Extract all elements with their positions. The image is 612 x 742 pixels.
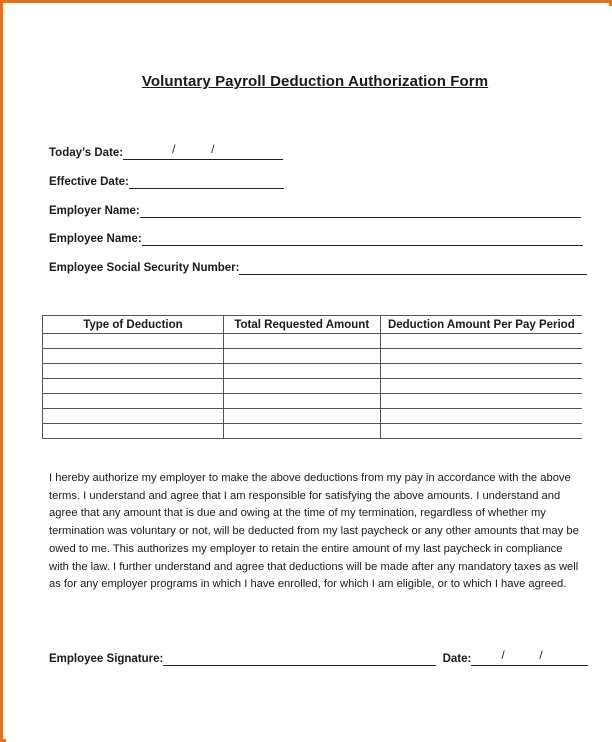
cell-deduction-per-pay-period[interactable] bbox=[380, 349, 582, 364]
employee-signature-line[interactable] bbox=[163, 654, 436, 666]
employee-name-field[interactable] bbox=[49, 232, 583, 246]
table-header-row bbox=[43, 316, 583, 334]
cell-total-requested-amount[interactable] bbox=[223, 409, 380, 424]
table-row bbox=[43, 334, 583, 349]
signature-date-label: Date: bbox=[442, 653, 472, 665]
cell-type-of-deduction[interactable] bbox=[43, 364, 224, 379]
cell-deduction-per-pay-period[interactable] bbox=[380, 424, 582, 439]
employee-name-line[interactable] bbox=[142, 234, 583, 246]
employee-ssn-line[interactable] bbox=[239, 263, 587, 275]
table-row bbox=[43, 349, 583, 364]
header-deduction-amount-per-pay-period: Deduction Amount Per Pay Period bbox=[380, 316, 582, 334]
cell-type-of-deduction[interactable] bbox=[43, 349, 224, 364]
cell-total-requested-amount[interactable] bbox=[223, 364, 380, 379]
cell-deduction-per-pay-period[interactable] bbox=[380, 394, 582, 409]
effective-date-label: Effective Date: bbox=[49, 176, 129, 188]
date-slash-2: / bbox=[211, 142, 215, 156]
table-row bbox=[43, 394, 583, 409]
employee-name-label: Employee Name: bbox=[49, 233, 142, 245]
cell-deduction-per-pay-period[interactable] bbox=[380, 409, 582, 424]
effective-date-field[interactable] bbox=[49, 175, 284, 189]
signature-date-line[interactable] bbox=[471, 648, 588, 666]
cell-deduction-per-pay-period[interactable] bbox=[380, 379, 582, 394]
cell-type-of-deduction[interactable] bbox=[43, 379, 224, 394]
todays-date-label: Today’s Date: bbox=[49, 147, 124, 159]
employer-name-label: Employer Name: bbox=[49, 205, 140, 217]
employee-ssn-label: Employee Social Security Number: bbox=[49, 262, 240, 274]
effective-date-line[interactable] bbox=[129, 177, 284, 189]
header-type-of-deduction: Type of Deduction bbox=[43, 316, 224, 334]
cell-total-requested-amount[interactable] bbox=[223, 424, 380, 439]
header-total-requested-amount: Total Requested Amount bbox=[223, 316, 380, 334]
deductions-table bbox=[42, 315, 582, 439]
form-title: Voluntary Payroll Deduction Authorization Form bbox=[141, 73, 489, 90]
cell-type-of-deduction[interactable] bbox=[43, 424, 224, 439]
employer-name-line[interactable] bbox=[140, 206, 581, 218]
cell-type-of-deduction[interactable] bbox=[43, 334, 224, 349]
cell-deduction-per-pay-period[interactable] bbox=[380, 334, 582, 349]
signature-row bbox=[49, 648, 588, 666]
cell-type-of-deduction[interactable] bbox=[43, 394, 224, 409]
date-slash-3: / bbox=[501, 648, 505, 662]
cell-type-of-deduction[interactable] bbox=[43, 409, 224, 424]
cell-total-requested-amount[interactable] bbox=[223, 379, 380, 394]
employee-ssn-field[interactable] bbox=[49, 261, 587, 275]
table-row bbox=[43, 379, 583, 394]
date-slash-4: / bbox=[539, 648, 543, 662]
cell-total-requested-amount[interactable] bbox=[223, 349, 380, 364]
authorization-text: I hereby authorize my employer to make the above deductions from my pay in accordance with the above terms. I understand and agree that I am responsible for satisfying the above amounts. I understand and agree that any amount that is due and owing at the time of my termination, regardless of whether my termination was voluntary or not, will be deducted from my last paycheck or any other amounts that may be owed to me. This authorizes my employer to retain the entire amount of my last paycheck in compliance with the law. I further understand and agree that deductions will be made after any mandatory taxes as well as for any employer programs in which I have enrolled, for which I am eligible, or to which I have agreed. bbox=[49, 472, 579, 591]
table-row bbox=[43, 364, 583, 379]
todays-date-field[interactable] bbox=[49, 142, 283, 160]
employee-signature-label: Employee Signature: bbox=[49, 653, 164, 665]
cell-total-requested-amount[interactable] bbox=[223, 334, 380, 349]
table-row bbox=[43, 409, 583, 424]
cell-total-requested-amount[interactable] bbox=[223, 394, 380, 409]
date-slash-1: / bbox=[172, 142, 176, 156]
employer-name-field[interactable] bbox=[49, 204, 581, 218]
cell-deduction-per-pay-period[interactable] bbox=[380, 364, 582, 379]
todays-date-line[interactable] bbox=[123, 142, 283, 160]
form-page bbox=[6, 6, 612, 742]
table-row bbox=[43, 424, 583, 439]
